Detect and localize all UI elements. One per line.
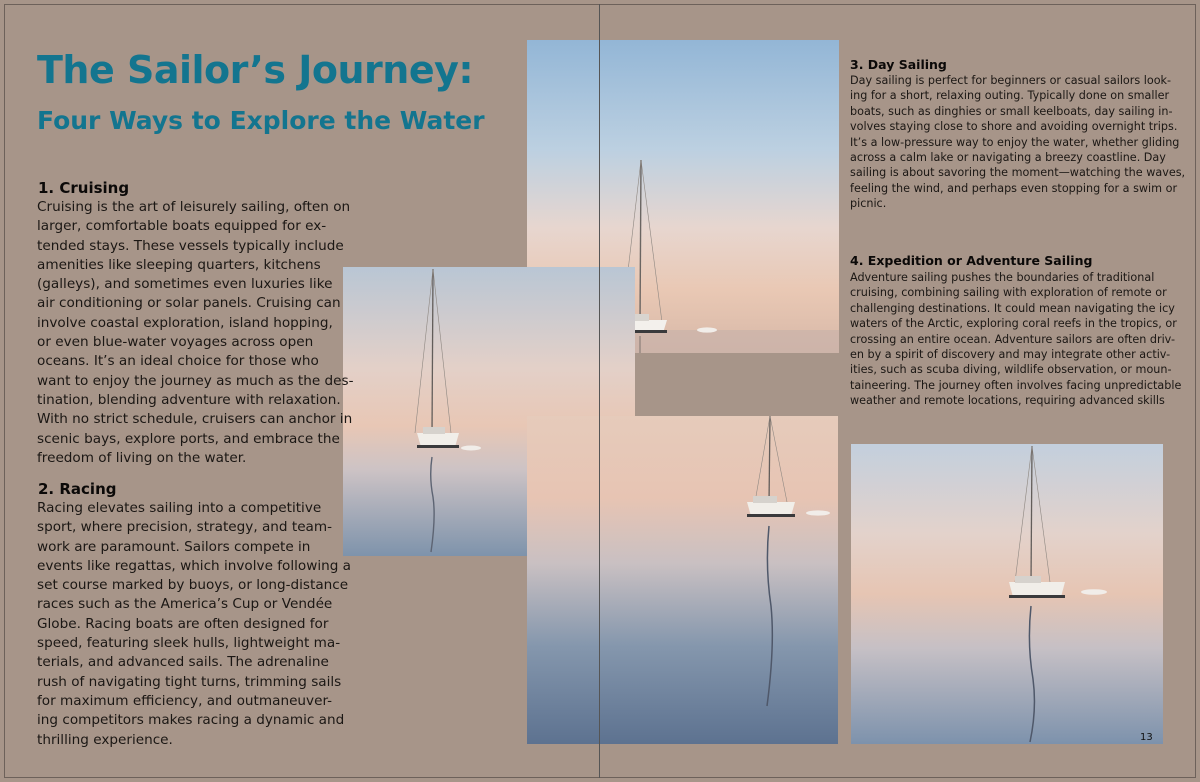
text-line: sailing is about savoring the moment—watching the waves, [850, 166, 1186, 180]
text-line: crossing an entire ocean. Adventure sailors are often driv- [850, 332, 1176, 346]
text-line: ing competitors makes racing a dynamic and [37, 712, 345, 729]
text-line: en by a spirit of discovery and may integrate other activ- [850, 348, 1171, 362]
section-body-expedition [850, 270, 1181, 409]
text-line: scenic bays, explore ports, and embrace the [37, 430, 340, 447]
text-line: sport, where precision, strategy, and team- [37, 519, 333, 536]
text-line: waters of the Arctic, exploring coral reefs in the tropics, or [850, 317, 1177, 331]
text-line: tended stays. These vessels typically include [37, 237, 344, 254]
page-number: 13 [1140, 732, 1153, 743]
text-line: for maximum efficiency, and outmaneuver- [37, 692, 333, 709]
text-line: Adventure sailing pushes the boundaries of traditional [850, 271, 1155, 284]
text-line: (galleys), and sometimes even luxuries like [37, 276, 333, 293]
text-line: freedom of living on the water. [37, 449, 247, 466]
section-body-day-sailing [850, 73, 1185, 212]
sailboat-photo-right [851, 444, 1163, 744]
text-line: taineering. The journey often involves facing unpredictable [850, 378, 1182, 392]
text-line: Cruising is the art of leisurely sailing, often on [37, 199, 351, 215]
text-line: ities, such as scuba diving, wildlife observation, or moun- [850, 363, 1172, 377]
text-line: It’s a low-pressure way to enjoy the water, whether gliding [850, 135, 1180, 149]
section-heading-racing: 2. Racing [38, 480, 117, 498]
section-body-cruising [37, 198, 354, 468]
text-line: terials, and advanced sails. The adrenaline [37, 654, 329, 671]
text-line: With no strict schedule, cruisers can anchor in [37, 411, 353, 428]
text-line: or even blue-water voyages across open [37, 334, 314, 351]
text-line: Racing elevates sailing into a competitive [37, 500, 322, 516]
text-line: work are paramount. Sailors compete in [37, 538, 311, 555]
section-heading-cruising: 1. Cruising [38, 179, 130, 197]
text-line: cruising, combining sailing with exploration of remote or [850, 286, 1167, 300]
text-line: volves staying close to shore and avoiding overnight trips. [850, 120, 1178, 134]
section-body-racing [37, 499, 351, 750]
sailboat-photo-bottom-center [527, 416, 838, 744]
text-line: events like regattas, which involve following a [37, 557, 352, 574]
section-heading-day-sailing: 3. Day Sailing [850, 57, 947, 72]
text-line: boats, such as dinghies or small keelboats, day sailing in- [850, 104, 1173, 118]
text-line: rush of navigating tight turns, trimming sails [37, 673, 342, 690]
page-subtitle: Four Ways to Explore the Water [37, 106, 485, 135]
text-line: air conditioning or solar panels. Cruising can [37, 295, 341, 312]
text-line: tination, blending adventure with relaxation. [37, 391, 341, 408]
text-line: picnic. [850, 197, 887, 211]
text-line: involve coastal exploration, island hopping, [37, 314, 333, 331]
text-line: set course marked by buoys, or long-distance [37, 577, 349, 594]
page-title: The Sailor’s Journey: [37, 48, 474, 92]
section-heading-expedition: 4. Expedition or Adventure Sailing [850, 253, 1093, 268]
text-line: challenging destinations. It could mean navigating the icy [850, 301, 1175, 315]
text-line: ing for a short, relaxing outing. Typically done on smaller [850, 89, 1170, 103]
text-line: amenities like sleeping quarters, kitchens [37, 256, 321, 273]
text-line: want to enjoy the journey as much as the des- [37, 372, 354, 389]
text-line: oceans. It’s an ideal choice for those who [37, 353, 319, 370]
text-line: feeling the wind, and perhaps even stopping for a swim or [850, 181, 1178, 195]
text-line: Globe. Racing boats are often designed for [37, 615, 329, 632]
text-line: weather and remote locations, requiring advanced skills [850, 394, 1165, 408]
page-spine [599, 4, 600, 778]
text-line: thrilling experience. [37, 731, 173, 748]
text-line: Day sailing is perfect for beginners or casual sailors look- [850, 74, 1172, 87]
text-line: speed, featuring sleek hulls, lightweight ma- [37, 635, 341, 652]
text-line: larger, comfortable boats equipped for ex- [37, 218, 327, 235]
text-line: races such as the America’s Cup or Vendée [37, 596, 333, 613]
text-line: across a calm lake or navigating a breezy coastline. Day [850, 151, 1166, 165]
